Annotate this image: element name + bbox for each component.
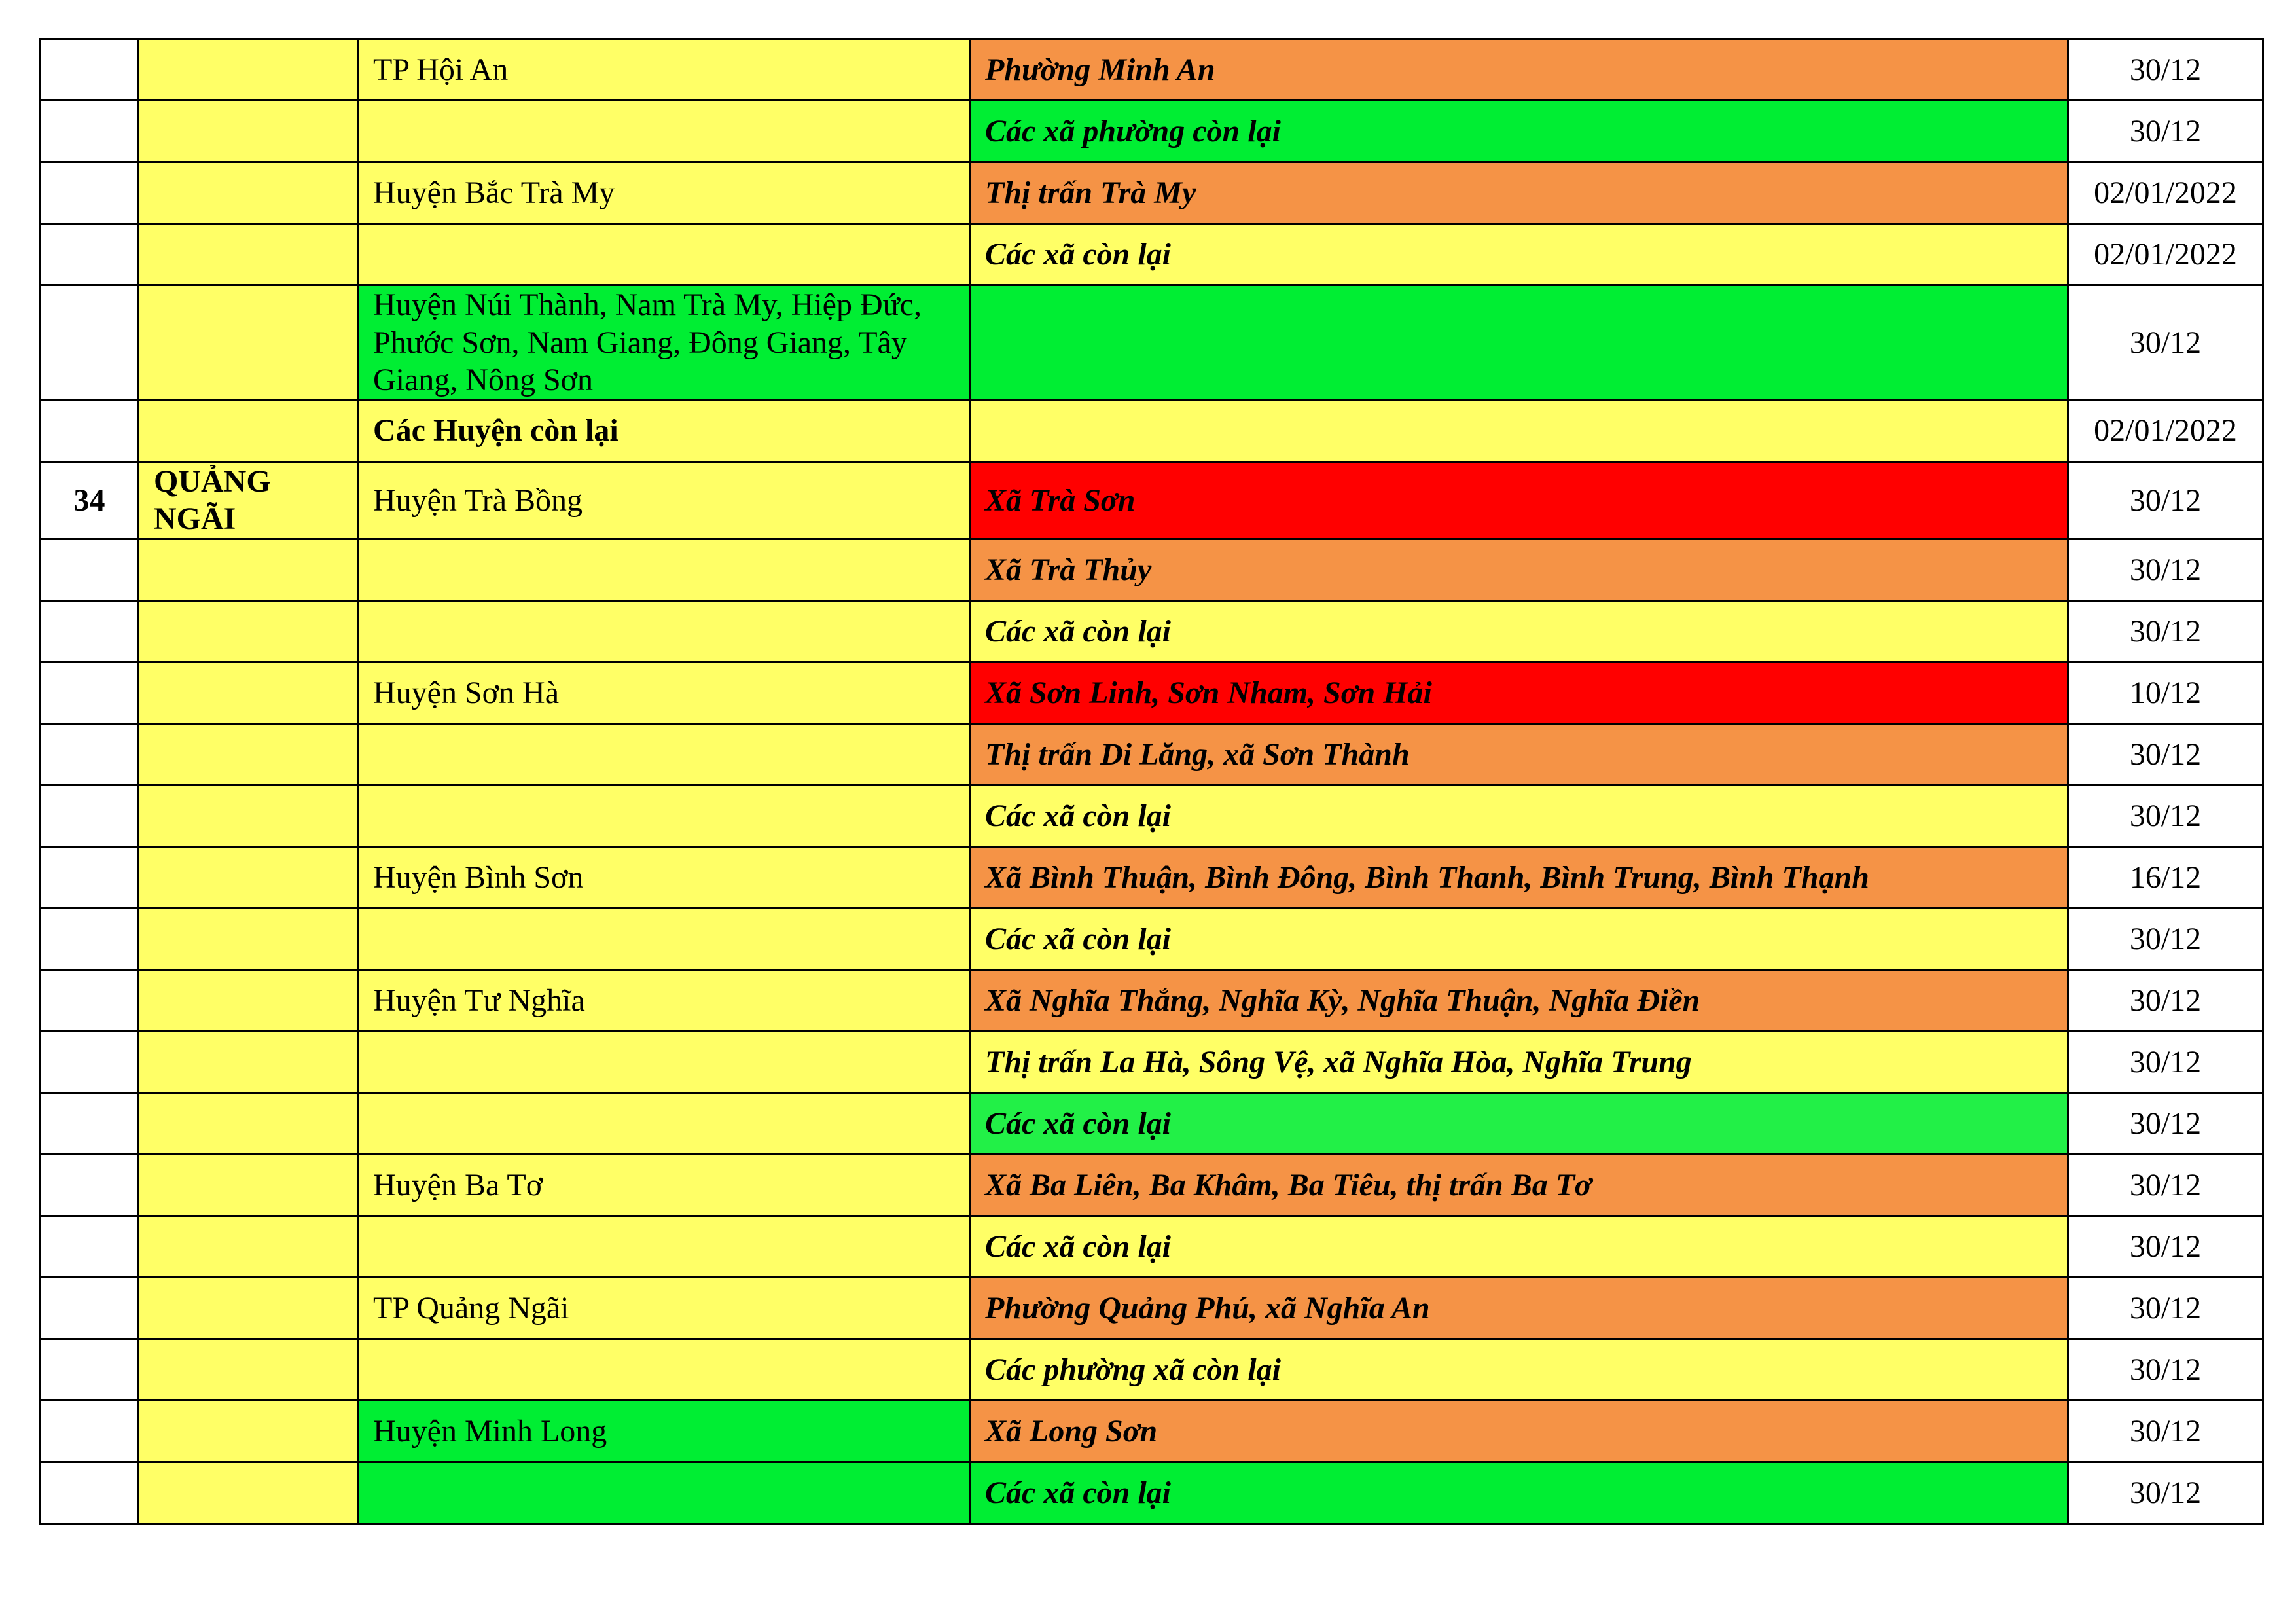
date-cell: 30/12 (2068, 600, 2263, 662)
province-cell: QUẢNG NGÃI (139, 461, 358, 539)
table-row (41, 162, 2263, 224)
date-cell: 02/01/2022 (2068, 400, 2263, 461)
province-cell (139, 1154, 358, 1216)
row-number-cell: 34 (41, 461, 139, 539)
district-cell: Huyện Ba Tơ (358, 1154, 970, 1216)
ward-cell: Xã Long Sơn (970, 1400, 2068, 1462)
ward-cell: Phường Minh An (970, 39, 2068, 101)
province-cell (139, 539, 358, 600)
table-row (41, 101, 2263, 162)
table-row (41, 1462, 2263, 1523)
ward-cell: Thị trấn Di Lăng, xã Sơn Thành (970, 723, 2068, 785)
table-row (41, 662, 2263, 723)
ward-cell: Các xã còn lại (970, 785, 2068, 846)
province-cell (139, 1031, 358, 1092)
province-cell (139, 285, 358, 401)
table-row (41, 400, 2263, 461)
province-cell (139, 1277, 358, 1339)
province-cell (139, 1400, 358, 1462)
date-cell: 30/12 (2068, 785, 2263, 846)
ward-cell: Xã Bình Thuận, Bình Đông, Bình Thanh, Bình Trung, Bình Thạnh (970, 846, 2068, 908)
table-row (41, 39, 2263, 101)
table-row (41, 1031, 2263, 1092)
table-row (41, 1092, 2263, 1154)
district-cell (358, 1031, 970, 1092)
date-cell: 10/12 (2068, 662, 2263, 723)
district-cell (358, 101, 970, 162)
row-number-cell (41, 1277, 139, 1339)
date-cell: 30/12 (2068, 969, 2263, 1031)
table-row (41, 908, 2263, 969)
province-cell (139, 39, 358, 101)
row-number-cell (41, 969, 139, 1031)
table-row (41, 600, 2263, 662)
ward-cell: Các xã còn lại (970, 1216, 2068, 1277)
district-cell (358, 1092, 970, 1154)
date-cell: 30/12 (2068, 1277, 2263, 1339)
table-row (41, 461, 2263, 539)
date-cell: 30/12 (2068, 1462, 2263, 1523)
province-cell (139, 1092, 358, 1154)
row-number-cell (41, 1154, 139, 1216)
date-cell: 30/12 (2068, 1154, 2263, 1216)
date-cell: 30/12 (2068, 285, 2263, 401)
row-number-cell (41, 1462, 139, 1523)
province-cell (139, 1216, 358, 1277)
district-cell: Huyện Trà Bồng (358, 461, 970, 539)
ward-cell: Xã Nghĩa Thắng, Nghĩa Kỳ, Nghĩa Thuận, Nghĩa Điền (970, 969, 2068, 1031)
district-cell: TP Hội An (358, 39, 970, 101)
province-cell (139, 723, 358, 785)
ward-cell (970, 400, 2068, 461)
table-row (41, 285, 2263, 401)
row-number-cell (41, 39, 139, 101)
district-cell: Các Huyện còn lại (358, 400, 970, 461)
date-cell: 30/12 (2068, 1092, 2263, 1154)
district-cell: Huyện Minh Long (358, 1400, 970, 1462)
table-row (41, 1400, 2263, 1462)
province-cell (139, 846, 358, 908)
ward-cell: Phường Quảng Phú, xã Nghĩa An (970, 1277, 2068, 1339)
date-cell: 30/12 (2068, 908, 2263, 969)
date-cell: 30/12 (2068, 1339, 2263, 1400)
table-row (41, 785, 2263, 846)
covid-risk-level-table (39, 38, 2264, 1525)
ward-cell (970, 285, 2068, 401)
date-cell: 30/12 (2068, 1031, 2263, 1092)
ward-cell: Xã Sơn Linh, Sơn Nham, Sơn Hải (970, 662, 2068, 723)
date-cell: 16/12 (2068, 846, 2263, 908)
table-row (41, 1277, 2263, 1339)
ward-cell: Các xã còn lại (970, 1462, 2068, 1523)
province-cell (139, 1339, 358, 1400)
ward-cell: Các xã còn lại (970, 224, 2068, 285)
district-cell: Huyện Tư Nghĩa (358, 969, 970, 1031)
table-row (41, 1339, 2263, 1400)
ward-cell: Các phường xã còn lại (970, 1339, 2068, 1400)
row-number-cell (41, 400, 139, 461)
province-cell (139, 400, 358, 461)
province-cell (139, 600, 358, 662)
table-row (41, 969, 2263, 1031)
row-number-cell (41, 1400, 139, 1462)
province-cell (139, 785, 358, 846)
row-number-cell (41, 1216, 139, 1277)
date-cell: 02/01/2022 (2068, 224, 2263, 285)
row-number-cell (41, 1092, 139, 1154)
district-cell (358, 1216, 970, 1277)
row-number-cell (41, 785, 139, 846)
row-number-cell (41, 1031, 139, 1092)
district-cell (358, 1462, 970, 1523)
date-cell: 30/12 (2068, 723, 2263, 785)
ward-cell: Các xã còn lại (970, 908, 2068, 969)
row-number-cell (41, 224, 139, 285)
row-number-cell (41, 101, 139, 162)
date-cell: 30/12 (2068, 101, 2263, 162)
district-cell (358, 785, 970, 846)
province-cell (139, 224, 358, 285)
province-cell (139, 1462, 358, 1523)
province-cell (139, 101, 358, 162)
district-cell (358, 908, 970, 969)
district-cell (358, 539, 970, 600)
district-cell (358, 723, 970, 785)
row-number-cell (41, 908, 139, 969)
row-number-cell (41, 285, 139, 401)
row-number-cell (41, 162, 139, 224)
date-cell: 30/12 (2068, 461, 2263, 539)
row-number-cell (41, 662, 139, 723)
province-cell (139, 969, 358, 1031)
province-cell (139, 162, 358, 224)
date-cell: 30/12 (2068, 39, 2263, 101)
ward-cell: Thị trấn Trà My (970, 162, 2068, 224)
ward-cell: Các xã còn lại (970, 600, 2068, 662)
table-row (41, 539, 2263, 600)
ward-cell: Các xã phường còn lại (970, 101, 2068, 162)
province-cell (139, 908, 358, 969)
district-cell: Huyện Sơn Hà (358, 662, 970, 723)
row-number-cell (41, 600, 139, 662)
ward-cell: Xã Ba Liên, Ba Khâm, Ba Tiêu, thị trấn Ba Tơ (970, 1154, 2068, 1216)
row-number-cell (41, 846, 139, 908)
table-row (41, 224, 2263, 285)
table-row (41, 1154, 2263, 1216)
date-cell: 30/12 (2068, 1400, 2263, 1462)
date-cell: 30/12 (2068, 1216, 2263, 1277)
province-cell (139, 662, 358, 723)
row-number-cell (41, 723, 139, 785)
district-cell (358, 1339, 970, 1400)
row-number-cell (41, 539, 139, 600)
table-row (41, 1216, 2263, 1277)
ward-cell: Xã Trà Thủy (970, 539, 2068, 600)
date-cell: 30/12 (2068, 539, 2263, 600)
district-cell: Huyện Bắc Trà My (358, 162, 970, 224)
district-cell (358, 224, 970, 285)
date-cell: 02/01/2022 (2068, 162, 2263, 224)
ward-cell: Thị trấn La Hà, Sông Vệ, xã Nghĩa Hòa, Nghĩa Trung (970, 1031, 2068, 1092)
ward-cell: Các xã còn lại (970, 1092, 2068, 1154)
ward-cell: Xã Trà Sơn (970, 461, 2068, 539)
district-cell: Huyện Bình Sơn (358, 846, 970, 908)
district-cell: TP Quảng Ngãi (358, 1277, 970, 1339)
row-number-cell (41, 1339, 139, 1400)
table-row (41, 846, 2263, 908)
district-cell (358, 600, 970, 662)
table-row (41, 723, 2263, 785)
district-cell: Huyện Núi Thành, Nam Trà My, Hiệp Đức, Phước Sơn, Nam Giang, Đông Giang, Tây Giang, Nông Sơn (358, 285, 970, 401)
